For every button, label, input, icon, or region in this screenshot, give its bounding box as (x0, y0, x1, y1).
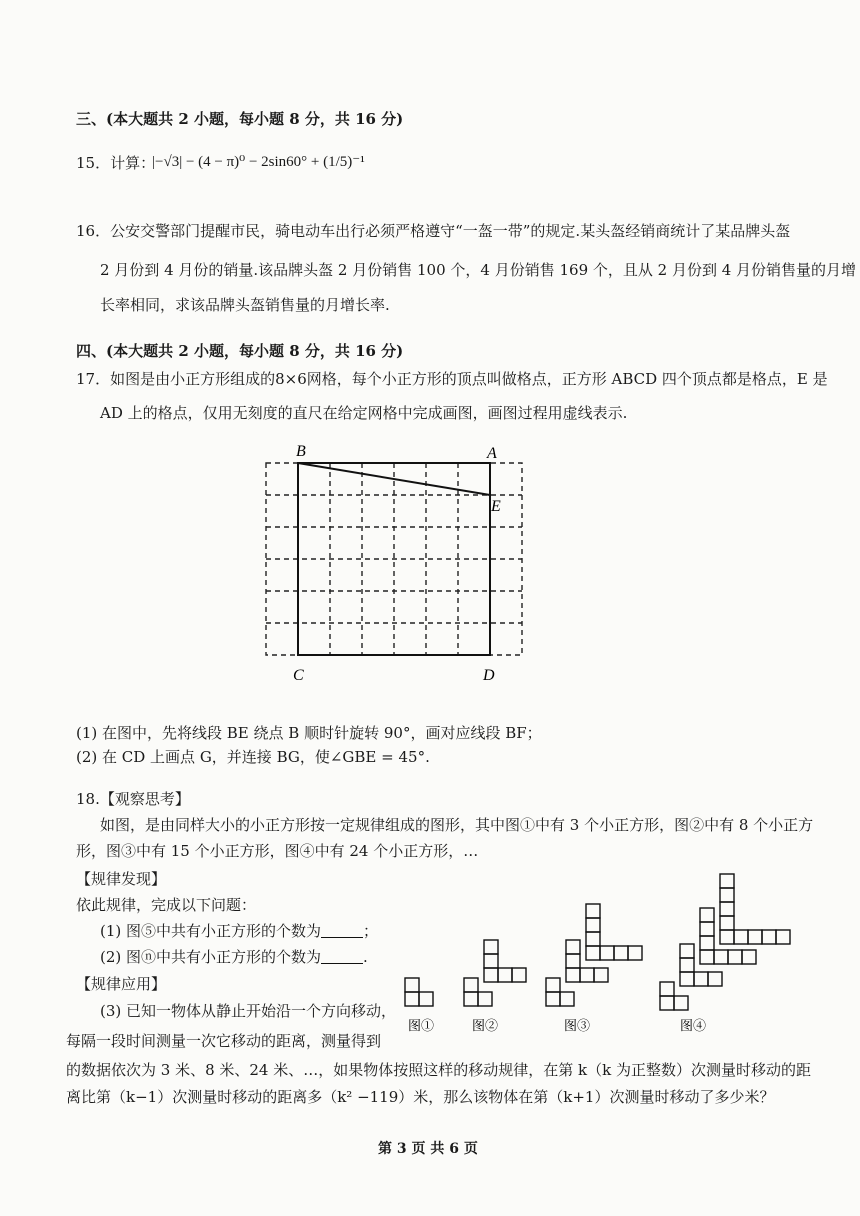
figure-1-squares (405, 978, 433, 1006)
q18-answer-1-blank[interactable] (321, 923, 363, 938)
q18-question-1-text: (1) 图⑤中共有小正方形的个数为 (100, 922, 322, 940)
q18-apply-line-1: (3) 已知一物体从静止开始沿一个方向移动， (100, 1002, 397, 1020)
q17-line-1: 17．如图是由小正方形组成的8×6网格，每个小正方形的顶点叫做格点，正方形 ABCD 四个顶点都是格点，E 是 (76, 370, 828, 388)
q18-rule-heading: 【规律发现】 (76, 870, 167, 888)
q18-apply-heading: 【规律应用】 (76, 975, 167, 993)
section4-heading: 四、(本大题共 2 小题，每小题 8 分，共 16 分) (76, 342, 404, 360)
q18-apply-line-3: 的数据依次为 3 米、8 米、24 米、…，如果物体按照这样的移动规律，在第 k（k 为正整数）次测量时移动的距 (66, 1061, 811, 1079)
q15-expression: |−√3| − (4 − π)⁰ − 2sin60° + (1/5)⁻¹ (152, 154, 365, 170)
q18-apply-line-2: 每隔一段时间测量一次它移动的距离，测量得到 (66, 1032, 382, 1050)
q16-line-3: 长率相同，求该品牌头盔销售量的月增长率. (100, 296, 390, 314)
q17-line-2: AD 上的格点，仅用无刻度的直尺在给定网格中完成画图，画图过程用虚线表示. (100, 404, 628, 422)
q18-question-2 (100, 946, 368, 967)
q18-intro-2: 形，图③中有 15 个小正方形，图④中有 24 个小正方形，… (76, 842, 479, 860)
figure-3-squares (546, 904, 642, 1006)
q18-question-2-end: . (363, 948, 368, 966)
point-d-label: D (483, 667, 495, 684)
q18-rule-intro: 依此规律，完成以下问题： (76, 896, 257, 914)
section3-heading: 三、(本大题共 2 小题，每小题 8 分，共 16 分) (76, 110, 404, 128)
q16-line-1: 16．公安交警部门提醒市民，骑电动车出行必须严格遵守“一盔一带”的规定.某头盔经销商统计了某品牌头盔 (76, 222, 791, 240)
q18-question-1 (100, 920, 378, 941)
q15-label: 15．计算： (76, 154, 156, 172)
figure-3-label: 图③ (564, 1018, 591, 1033)
figure-1-label: 图① (408, 1018, 435, 1033)
q18-question-1-end: ； (363, 922, 379, 940)
point-c-label: C (293, 667, 304, 684)
q18-answer-2-blank[interactable] (321, 949, 363, 964)
q18-apply-line-4: 离比第（k−1）次测量时移动的距离多（k² −119）米，那么该物体在第（k+1）次测量时移动了多少米？ (66, 1088, 775, 1106)
q17-grid-figure (255, 438, 545, 688)
q17-part-2: (2) 在 CD 上画点 G，并连接 BG，使∠GBE = 45°. (76, 748, 430, 766)
q18-pattern-figures (398, 860, 808, 1040)
q16-line-2: 2 月份到 4 月份的销量.该品牌头盔 2 月份销售 100 个，4 月份销售 169 个，且从 2 月份到 4 月份销售量的月增 (100, 261, 857, 279)
q17-part-1: (1) 在图中，先将线段 BE 绕点 B 顺时针旋转 90°，画对应线段 BF； (76, 724, 542, 742)
q18-title: 18.【观察思考】 (76, 790, 190, 808)
q18-question-2-text: (2) 图ⓝ中共有小正方形的个数为 (100, 948, 322, 966)
point-a-label: A (487, 445, 497, 462)
figure-2-squares (464, 940, 526, 1006)
q18-intro-1: 如图，是由同样大小的小正方形按一定规律组成的图形，其中图①中有 3 个小正方形，图②中有 8 个小正方 (100, 816, 814, 834)
point-b-label: B (296, 443, 306, 460)
figure-4-squares (660, 874, 790, 1010)
figure-4-label: 图④ (680, 1018, 707, 1033)
figure-2-label: 图② (472, 1018, 499, 1033)
page-footer: 第 3 页 共 6 页 (378, 1141, 478, 1157)
point-e-label: E (491, 498, 501, 515)
